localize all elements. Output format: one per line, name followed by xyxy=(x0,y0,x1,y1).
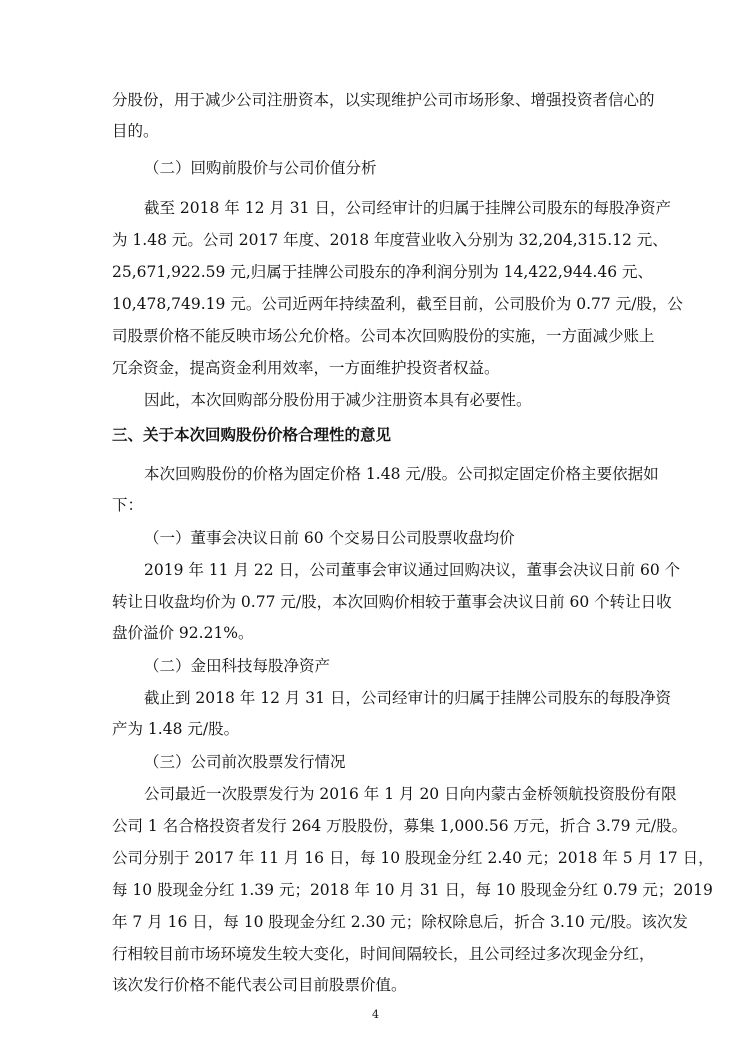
paragraph-line: 每 10 股现金分红 1.39 元；2018 年 10 月 31 日，每 10 股现金分红 0.79 元；2019 xyxy=(112,881,713,899)
page-number: 4 xyxy=(372,1008,379,1021)
paragraph-line: 分股份，用于减少公司注册资本，以实现维护公司市场形象、增强投资者信心的 xyxy=(112,91,655,109)
paragraph-line: 目的。 xyxy=(112,122,159,140)
paragraph-line: 因此，本次回购部分股份用于减少注册资本具有必要性。 xyxy=(144,391,532,409)
section-subheading: （二）回购前股价与公司价值分析 xyxy=(144,159,377,177)
paragraph-line: 截至 2018 年 12 月 31 日，公司经审计的归属于挂牌公司股东的每股净资产 xyxy=(144,199,671,217)
paragraph-line: 10,478,749.19 元。公司近两年持续盈利，截至目前，公司股价为 0.77 元/股，公 xyxy=(112,295,683,313)
paragraph-line: 2019 年 11 月 22 日，公司董事会审议通过回购决议，董事会决议日前 60 个 xyxy=(144,561,681,579)
paragraph-line: 冗余资金，提高资金利用效率，一方面维护投资者权益。 xyxy=(112,359,500,377)
paragraph-line: 公司 1 名合格投资者发行 264 万股股份，募集 1,000.56 万元，折合 3.79 元/股。 xyxy=(112,817,688,835)
paragraph-line: 本次回购股份的价格为固定价格 1.48 元/股。公司拟定固定价格主要依据如 xyxy=(144,465,659,483)
section-subheading: （一）董事会决议日前 60 个交易日公司股票收盘均价 xyxy=(144,529,515,547)
section-heading: 三、关于本次回购股份价格合理性的意见 xyxy=(112,425,392,444)
paragraph-line: 为 1.48 元。公司 2017 年度、2018 年度营业收入分别为 32,204,315.12 元、 xyxy=(112,231,668,249)
section-subheading: （二）金田科技每股净资产 xyxy=(144,657,331,675)
paragraph-line: 行相较目前市场环境发生较大变化，时间间隔较长，且公司经过多次现金分红， xyxy=(112,945,655,963)
paragraph-line: 下： xyxy=(112,496,144,514)
paragraph-line: 产为 1.48 元/股。 xyxy=(112,720,240,738)
paragraph-line: 公司分别于 2017 年 11 月 16 日，每 10 股现金分红 2.40 元；2018 年 5 月 17 日， xyxy=(112,849,714,867)
paragraph-line: 截止到 2018 年 12 月 31 日，公司经审计的归属于挂牌公司股东的每股净资 xyxy=(144,689,671,707)
paragraph-line: 该次发行价格不能代表公司目前股票价值。 xyxy=(112,976,407,994)
paragraph-line: 25,671,922.59 元,归属于挂牌公司股东的净利润分别为 14,422,944.46 元、 xyxy=(112,263,654,281)
section-subheading: （三）公司前次股票发行情况 xyxy=(144,753,346,771)
paragraph-line: 年 7 月 16 日，每 10 股现金分红 2.30 元；除权除息后，折合 3.10 元/股。该次发 xyxy=(112,913,688,931)
paragraph-line: 盘价溢价 92.21%。 xyxy=(112,624,254,642)
paragraph-line: 司股票价格不能反映市场公允价格。公司本次回购股份的实施，一方面减少账上 xyxy=(112,327,655,345)
paragraph-line: 转让日收盘均价为 0.77 元/股，本次回购价相较于董事会决议日前 60 个转让日收 xyxy=(112,593,672,611)
paragraph-line: 公司最近一次股票发行为 2016 年 1 月 20 日向内蒙古金桥领航投资股份有限 xyxy=(144,785,677,803)
